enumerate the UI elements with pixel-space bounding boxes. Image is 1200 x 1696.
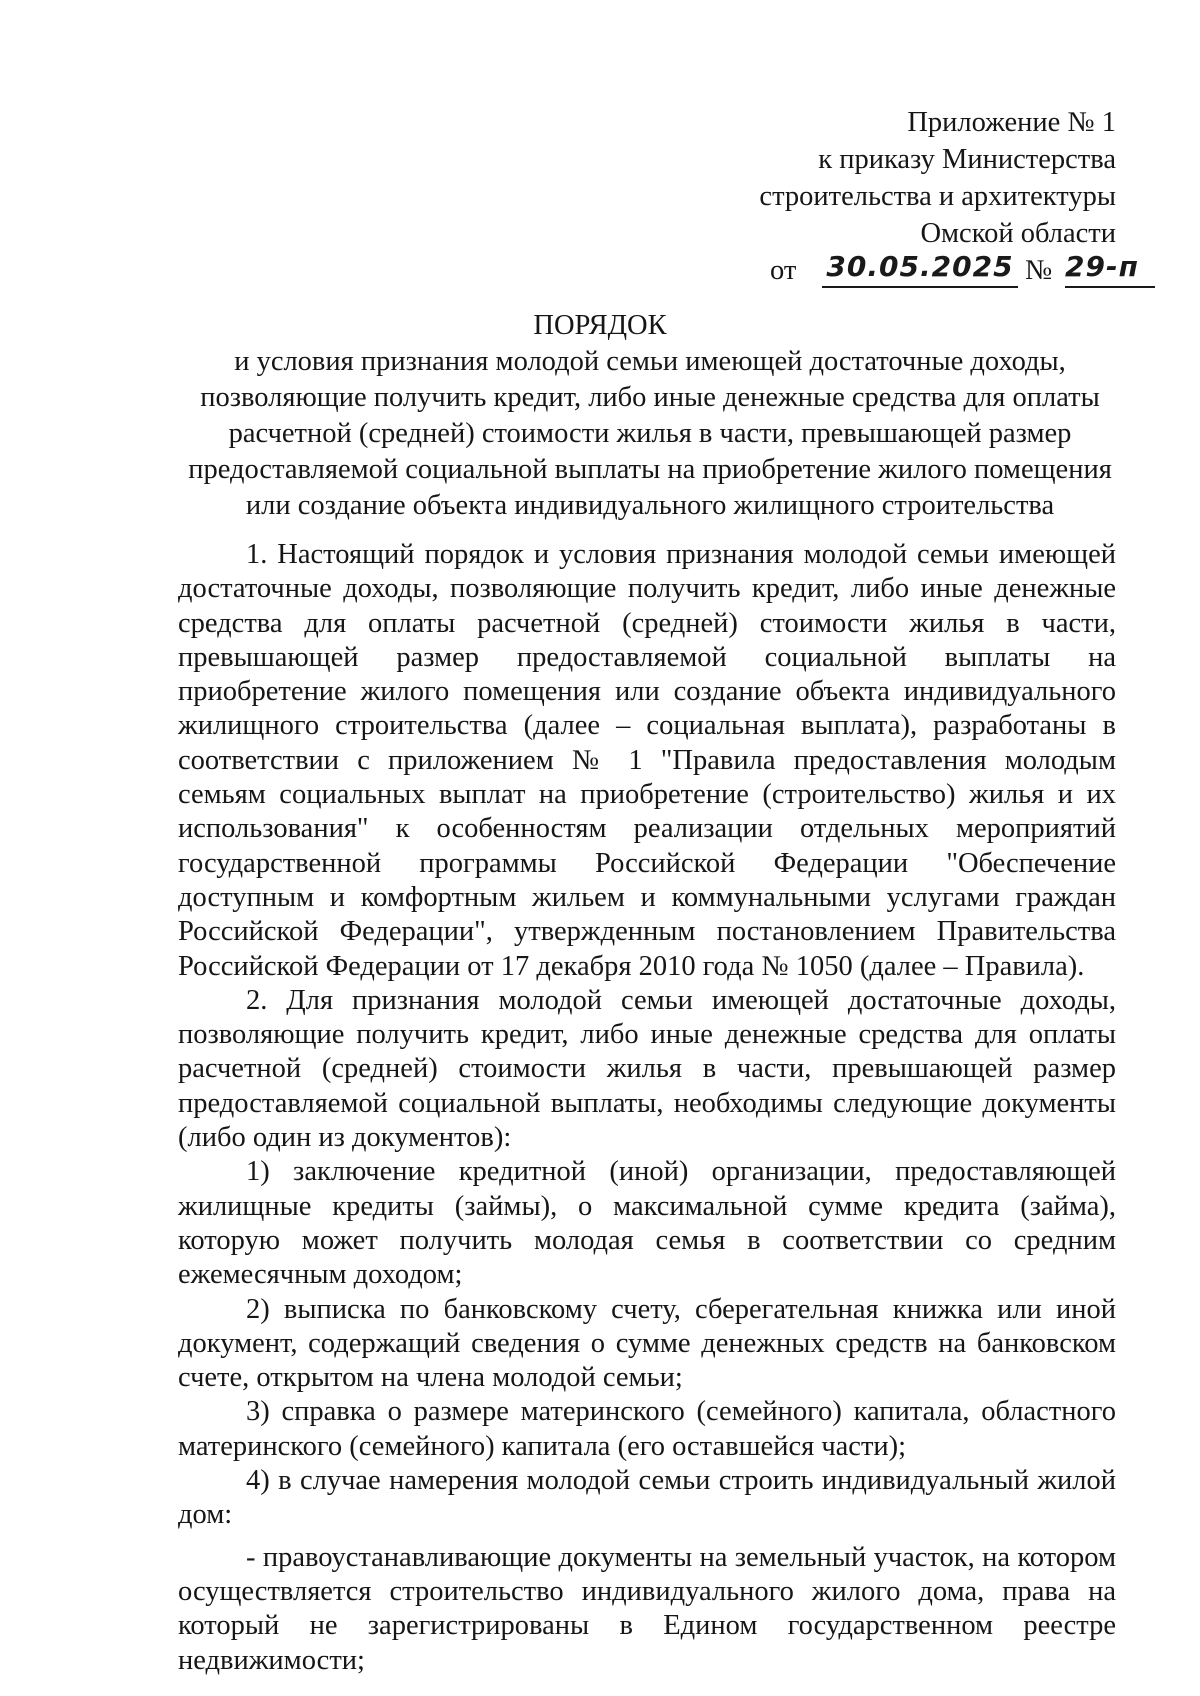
subtitle-line: и условия признания молодой семьи имеющей достаточные доходы,: [234, 346, 1066, 377]
appendix-region: Омской области: [920, 218, 1116, 249]
appendix-order-ref: к приказу Министерства: [818, 144, 1116, 175]
subtitle-line: или создание объекта индивидуального жилищного строительства: [245, 490, 1055, 521]
paragraph-1: 1. Настоящий порядок и условия признания молодой семьи имеющей достаточные доходы, позволяющие получить кредит, либо иные денежные средства для оплаты расчетной (средней) стоимости жилья в части, превышающей размер предоставляемой социальной выплаты на приобретение жилого помещения или создание объекта индивидуального жилищного строительства (далее – социальная выплата), разработаны в соответствии с приложением № 1 "Правила предоставления молодым семьям социальных выплат на приобретение (строительство) жилья и их использования" к особенностям реализации отдельных мероприятий государственной программы Российской Федерации "Обеспечение доступным и комфортным жильем и коммунальными услугами граждан Российской Федерации", утвержденным постановлением Правительства Российской Федерации от 17 декабря 2010 года № 1050 (далее – Правила).: [178, 539, 1116, 982]
subtitle-line: позволяющие получить кредит, либо иные денежные средства для оплаты: [200, 382, 1100, 413]
appendix-header: [640, 104, 1139, 292]
appendix-number: Приложение № 1: [907, 107, 1116, 138]
subtitle-line: предоставляемой социальной выплаты на приобретение жилого помещения: [188, 454, 1112, 485]
handwritten-number: 29-п: [1065, 248, 1155, 288]
paragraph-2: 2. Для признания молодой семьи имеющей достаточные доходы, позволяющие получить кредит, либо иные денежные средства для оплаты расчетной (средней) стоимости жилья в части, превышающей размер предоставляемой социальной выплаты, необходимы следующие документы (либо один из документов):: [178, 984, 1116, 1154]
list-item-1: 1) заключение кредитной (иной) организации, предоставляющей жилищные кредиты (займы), о максимальной сумме кредита (займа), которую может получить молодая семья в соответствии со средним ежемесячным доходом;: [178, 1156, 1116, 1291]
document-title: ПОРЯДОК: [533, 310, 667, 341]
subtitle-line: расчетной (средней) стоимости жилья в части, превышающей размер: [228, 418, 1072, 449]
document-subtitle: [170, 344, 1130, 524]
list-item-4: 4) в случае намерения молодой семьи строить индивидуальный жилой дом:: [178, 1465, 1116, 1531]
handwritten-date: 30.05.2025: [822, 248, 1018, 288]
document-body: [178, 538, 1116, 1678]
list-item-4-sub: - правоустанавливающие документы на земельный участок, на котором осуществляется строительство индивидуального жилого дома, права на который не зарегистрированы в Едином государственном реестре недвижимости;: [178, 1541, 1116, 1676]
date-prefix: от: [770, 255, 797, 286]
appendix-ministry: строительства и архитектуры: [759, 181, 1116, 212]
appendix-date-line: [640, 250, 1139, 292]
list-item-3: 3) справка о размере материнского (семейного) капитала, областного материнского (семейного) капитала (его оставшейся части);: [178, 1396, 1116, 1462]
list-item-2: 2) выписка по банковскому счету, сберегательная книжка или иной документ, содержащий сведения о сумме денежных средств на банковском счете, открытом на члена молодой семьи;: [178, 1293, 1116, 1394]
number-prefix: №: [1025, 255, 1053, 286]
